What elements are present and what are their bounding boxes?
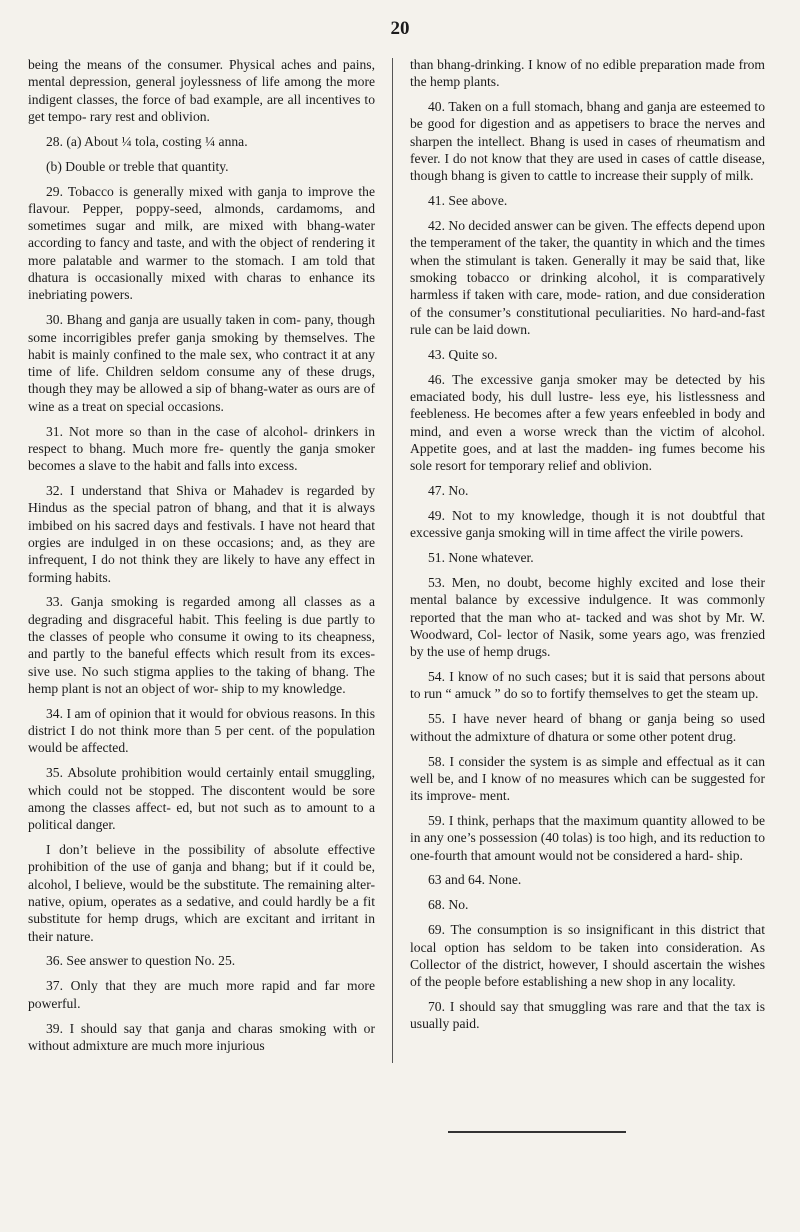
paragraph: 46. The excessive ganja smoker may be detected by his emaciated body, his dull lustre- less eye, his listlessness and feebleness. He becomes after a few years enfeebled in body and mind, and even a worse wreck than the victim of alcohol. Appetite goes, and at last the madden- ing fumes become his sole resort for temporary relief and oblivion. [410, 371, 765, 474]
paragraph: 40. Taken on a full stomach, bhang and ganja are esteemed to be good for digestion and as appetisers to brace the nerves and sharpen the intellect. Bhang is used in cases of rheumatism and fever. I do not know that they are used in cases of cattle disease, though bhang is given to cattle to increase their supply of milk. [410, 99, 765, 184]
paragraph: 58. I consider the system is as simple and effectual as it can well be, and I know of no measures which can be suggested for its improve- ment. [410, 753, 765, 804]
paragraph: 42. No decided answer can be given. The effects depend upon the temperament of the taker, the quantity in which and the times when the stimulant is taken. Generally it may be said that, like smoking tobacco or drinking alcohol, it is comparatively harmless if taken with care, mode- ration, and due consideration of the consumer’s constitutional peculiarities. No hard-and-fast rule can be laid down. [410, 218, 765, 337]
paragraph: 55. I have never heard of bhang or ganja being so used without the admixture of dhatura or some other potent drug. [410, 711, 765, 744]
paragraph: 68. No. [428, 897, 469, 913]
paragraph: 33. Ganja smoking is regarded among all classes as a degrading and disgraceful habit. This feeling is due partly to the classes of people who consume it owing to its cheapness, and partly to the baneful effects which result from its exces- sive use. No such stigma applies to the taking of bhang. The hemp plant is not an object of wor- ship to my knowledge. [28, 594, 375, 696]
paragraph: 59. I think, perhaps that the maximum quantity allowed to be in any one’s possession (40 tolas) is too high, and its reduction to one-fourth that amount would not be considered a hard- ship. [410, 813, 765, 863]
paragraph: 32. I understand that Shiva or Mahadev is regarded by Hindus as the special patron of bhang, and that it is always imbibed on his sacred days and festivals. I have not heard that orgies are indulged in on these occasions; and, as they are infrequent, I do not think they are likely to have any effect in forming habits. [28, 483, 375, 585]
paragraph: 47. No. [428, 483, 469, 499]
paragraph: (b) Double or treble that quantity. [46, 158, 229, 174]
paragraph: 34. I am of opinion that it would for obvious reasons. In this district I do not think more than 5 per cent. of the population would be affected. [28, 705, 375, 756]
paragraph: 51. None whatever. [428, 550, 534, 566]
paragraph: than bhang-drinking. I know of no edible preparation made from the hemp plants. [410, 57, 765, 90]
paragraph: 70. I should say that smuggling was rare and that the tax is usually paid. [410, 999, 765, 1032]
paragraph: 35. Absolute prohibition would certainly entail smuggling, which could not be stopped. The discontent would be sore among the classes affect- ed, but not such as to amount to a political danger. [28, 765, 375, 833]
paragraph: 31. Not more so than in the case of alcohol- drinkers in respect to bhang. Much more fre- quently the ganja smoker becomes a slave to the habit and falls into excess. [28, 423, 375, 474]
paragraph: 69. The consumption is so insignificant in this district that local option has seldom to be taken into consideration. As Collector of the district, however, I should ascertain the wishes of the people before establishing a new shop in any locality. [410, 922, 765, 990]
paragraph: 28. (a) About ¼ tola, costing ¼ anna. [46, 133, 248, 149]
paragraph: 53. Men, no doubt, become highly excited and lose their mental balance by excessive indulgence. It was commonly reported that the man who at- tacked and was shot by Mr. W. Woodward, Col- lector of Nasik, some years ago, was frenzied by the use of hemp drugs. [410, 575, 765, 660]
paragraph: 41. See above. [428, 193, 508, 209]
paragraph: 49. Not to my knowledge, though it is not doubtful that excessive ganja smoking will in time affect the virile powers. [410, 507, 765, 541]
paragraph: 29. Tobacco is generally mixed with ganja to improve the flavour. Pepper, poppy-seed, almonds, cardamoms, and sometimes sugar and milk, are mixed with bhang-water according to fancy and taste, and with the object of rendering it more palatable and warmer to the stomach. I am told that dhatura is occasionally mixed with charas to enhance its inebriating powers. [28, 183, 375, 303]
paragraph: I don’t believe in the possibility of absolute effective prohibition of the use of ganja and bhang; but if it could be, alcohol, I believe, would be the substitute. The remaining alter- native, opium, operates as a sedative, and could hardly be a fit substitute for hemp drugs, which are excitant and irritant in their nature. [28, 842, 375, 944]
paragraph: 36. See answer to question No. 25. [46, 953, 236, 969]
paragraph: being the means of the consumer. Physical aches and pains, mental depression, general joylessness of life among the more indigent classes, the force of bad example, are all incentives to get tempo- rary rest and oblivion. [28, 57, 375, 124]
right-column [410, 56, 765, 1040]
paragraph: 63 and 64. None. [428, 872, 522, 888]
column-divider [392, 58, 393, 1063]
paragraph: 43. Quite so. [428, 346, 498, 362]
end-rule [448, 1131, 626, 1133]
page-number: 20 [390, 18, 410, 39]
paragraph: 39. I should say that ganja and charas smoking with or without admixture are much more injurious [28, 1020, 375, 1053]
paragraph: 30. Bhang and ganja are usually taken in com- pany, though some incorrigibles prefer ganja smoking by themselves. The habit is mainly confined to the male sex, who contract it at any time of life. Children seldom consume any of these drugs, though they may be allowed a sip of bhang-water as ours are of wine as a treat on special occasions. [28, 312, 375, 414]
left-column [28, 56, 375, 1062]
paragraph: 54. I know of no such cases; but it is said that persons about to run “ amuck ” do so to fortify themselves to get the steam up. [410, 669, 765, 702]
paragraph: 37. Only that they are much more rapid and far more powerful. [28, 978, 375, 1011]
